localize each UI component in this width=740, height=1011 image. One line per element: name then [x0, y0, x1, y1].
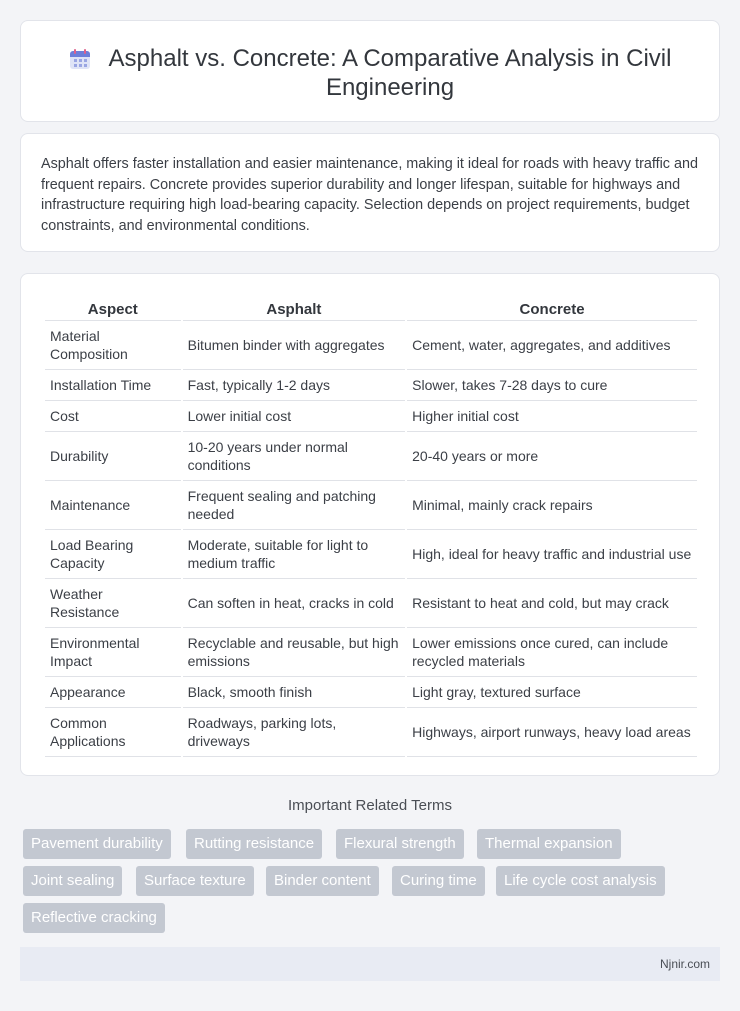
table-row	[45, 579, 697, 628]
term-tag[interactable]: Pavement durability	[23, 829, 171, 859]
header-asphalt: Asphalt	[183, 294, 406, 321]
aspect-cell: Material Composition	[45, 321, 181, 370]
footer-site-link[interactable]: Njnir.com	[659, 957, 710, 971]
term-tag[interactable]: Surface texture	[136, 866, 254, 896]
asphalt-cell: Can soften in heat, cracks in cold	[183, 579, 406, 628]
table-row	[45, 628, 697, 677]
asphalt-cell: Lower initial cost	[183, 401, 406, 432]
header-aspect: Aspect	[45, 294, 181, 321]
term-tag[interactable]: Rutting resistance	[186, 829, 322, 859]
asphalt-cell: 10-20 years under normal conditions	[183, 432, 406, 481]
asphalt-cell: Moderate, suitable for light to medium traffic	[183, 530, 406, 579]
asphalt-cell: Recyclable and reusable, but high emissions	[183, 628, 406, 677]
header-card	[20, 20, 720, 122]
table-header-row	[45, 294, 697, 321]
aspect-cell: Appearance	[45, 677, 181, 708]
aspect-cell: Cost	[45, 401, 181, 432]
header-concrete: Concrete	[407, 294, 697, 321]
concrete-cell: Light gray, textured surface	[407, 677, 697, 708]
term-tag[interactable]: Curing time	[392, 866, 485, 896]
concrete-cell: Lower emissions once cured, can include recycled materials	[407, 628, 697, 677]
term-tag[interactable]: Thermal expansion	[477, 829, 621, 859]
summary-text: Asphalt offers faster installation and easier maintenance, making it ideal for roads with heavy traffic and frequent repairs. Concrete provides superior durability and longer lifespan, suitable for highways and infrastructure requiring high load-bearing capacity. Selection depends on project requirements, budget constraints, and environmental conditions.	[41, 156, 699, 234]
summary-card	[20, 133, 720, 252]
table-row	[45, 432, 697, 481]
aspect-cell: Load Bearing Capacity	[45, 530, 181, 579]
comparison-table-card	[20, 273, 720, 776]
term-tag[interactable]: Life cycle cost analysis	[496, 866, 665, 896]
concrete-cell: Highways, airport runways, heavy load areas	[407, 708, 697, 757]
concrete-cell: 20-40 years or more	[407, 432, 697, 481]
concrete-cell: Resistant to heat and cold, but may crack	[407, 579, 697, 628]
asphalt-cell: Frequent sealing and patching needed	[183, 481, 406, 530]
comparison-table	[43, 294, 699, 757]
table-row	[45, 370, 697, 401]
term-tag[interactable]: Flexural strength	[336, 829, 464, 859]
concrete-cell: Cement, water, aggregates, and additives	[407, 321, 697, 370]
concrete-cell: Minimal, mainly crack repairs	[407, 481, 697, 530]
table-row	[45, 481, 697, 530]
asphalt-cell: Bitumen binder with aggregates	[183, 321, 406, 370]
asphalt-cell: Fast, typically 1-2 days	[183, 370, 406, 401]
table-row	[45, 401, 697, 432]
aspect-cell: Common Applications	[45, 708, 181, 757]
aspect-cell: Maintenance	[45, 481, 181, 530]
related-terms-heading: Important Related Terms	[288, 797, 452, 814]
table-row	[45, 530, 697, 579]
term-tag[interactable]: Joint sealing	[23, 866, 122, 896]
aspect-cell: Installation Time	[45, 370, 181, 401]
table-row	[45, 677, 697, 708]
aspect-cell: Weather Resistance	[45, 579, 181, 628]
concrete-cell: Slower, takes 7-28 days to cure	[407, 370, 697, 401]
term-tag[interactable]: Binder content	[266, 866, 379, 896]
concrete-cell: Higher initial cost	[407, 401, 697, 432]
table-row	[45, 321, 697, 370]
term-tag[interactable]: Reflective cracking	[23, 903, 165, 933]
asphalt-cell: Roadways, parking lots, driveways	[183, 708, 406, 757]
asphalt-cell: Black, smooth finish	[183, 677, 406, 708]
aspect-cell: Durability	[45, 432, 181, 481]
aspect-cell: Environmental Impact	[45, 628, 181, 677]
concrete-cell: High, ideal for heavy traffic and industrial use	[407, 530, 697, 579]
table-row	[45, 708, 697, 757]
page-title: Asphalt vs. Concrete: A Comparative Analysis in Civil Engineering	[108, 45, 672, 101]
footer	[20, 947, 720, 981]
